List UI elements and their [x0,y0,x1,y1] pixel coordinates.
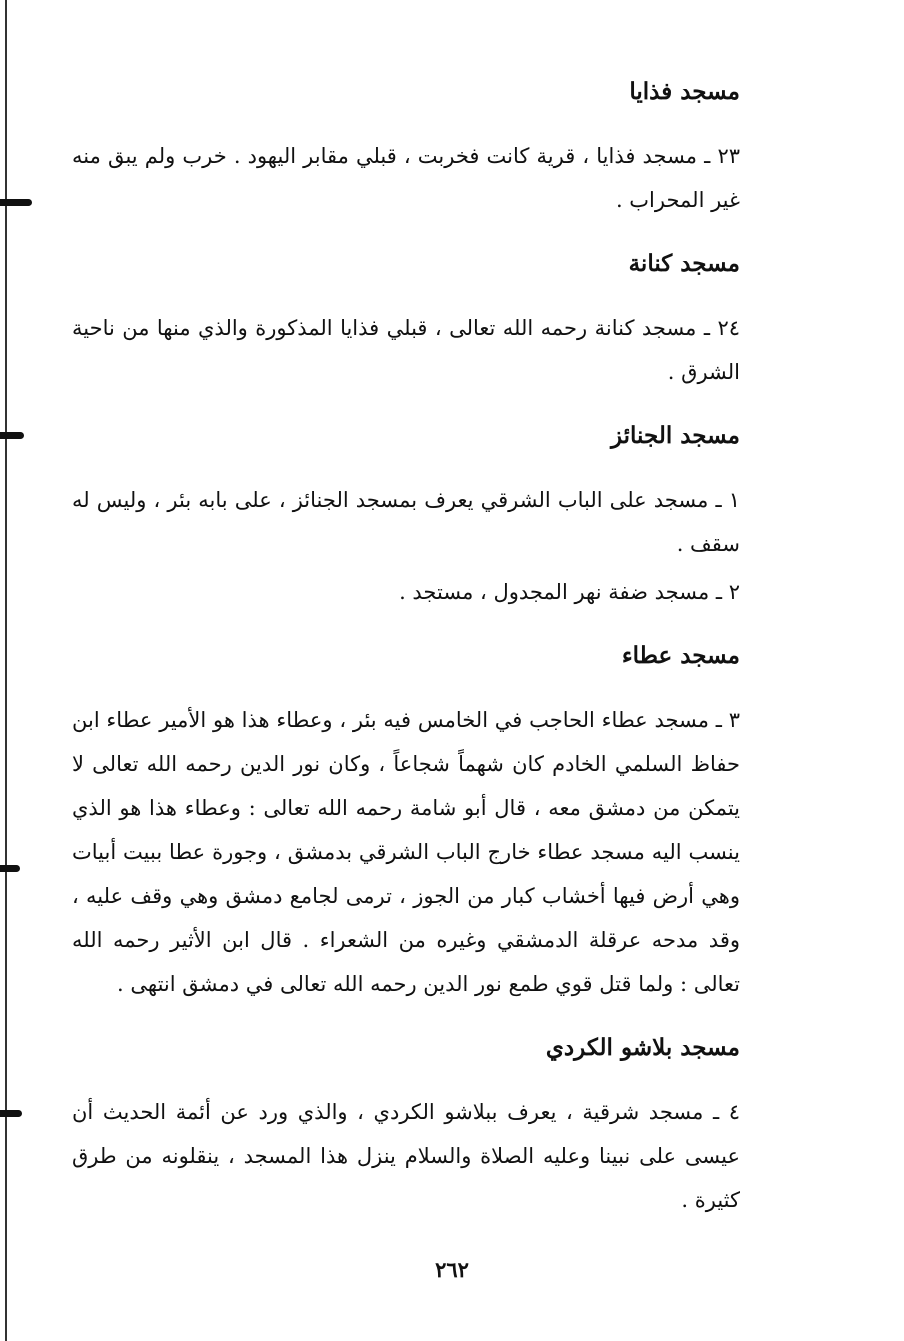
section-heading: مسجد بلاشو الكردي [545,1034,740,1061]
section-heading: مسجد فذايا [629,78,740,105]
section-heading: مسجد الجنائز [610,422,740,449]
paragraph: ٢ ـ مسجد ضفة نهر المجدول ، مستجد . [399,580,740,604]
paragraph: ١ ـ مسجد على الباب الشرقي يعرف بمسجد الجنائز ، على بابه بئر ، وليس له سقف . [72,488,740,556]
page-number: ٢٦٢ [435,1257,469,1282]
scan-mark [0,865,20,872]
paragraph: ٢٣ ـ مسجد فذايا ، قرية كانت فخربت ، قبلي مقابر اليهود . خرب ولم يبق منه غير المحراب . [72,144,740,212]
scan-mark [0,432,24,439]
section-heading: مسجد عطاء [621,642,740,669]
page-body [72,70,740,1222]
paragraph: ٢٤ ـ مسجد كنانة رحمه الله تعالى ، قبلي فذايا المذكورة والذي منها من ناحية الشرق . [72,316,740,384]
paragraph: ٤ ـ مسجد شرقية ، يعرف ببلاشو الكردي ، والذي ورد عن أئمة الحديث أن عيسى على نبينا وعليه الصلاة والسلام ينزل هذا المسجد ، ينقلونه من طرق كثيرة . [72,1100,740,1212]
scan-mark [0,1110,22,1117]
paragraph: ٣ ـ مسجد عطاء الحاجب في الخامس فيه بئر ، وعطاء هذا هو الأمير عطاء ابن حفاظ السلمي الخادم كان شهماً شجاعاً ، وكان نور الدين رحمه الله تعالى لا يتمكن من دمشق معه ، قال أبو شامة رحمه الله تعالى : وعطاء هذا هو الذي ينسب اليه مسجد عطاء خارج الباب الشرقي بدمشق ، وجورة عطا ببيت أبيات وهي أرض فيها أخشاب كبار من الجوز ، ترمى لجامع دمشق وهي وقف عليه ، وقد مدحه عرقلة الدمشقي وغيره من الشعراء . قال ابن الأثير رحمه الله تعالى : ولما قتل قوي طمع نور الدين رحمه الله تعالى في دمشق انتهى . [72,708,740,996]
section-heading: مسجد كنانة [628,250,740,277]
scan-mark [0,199,32,206]
